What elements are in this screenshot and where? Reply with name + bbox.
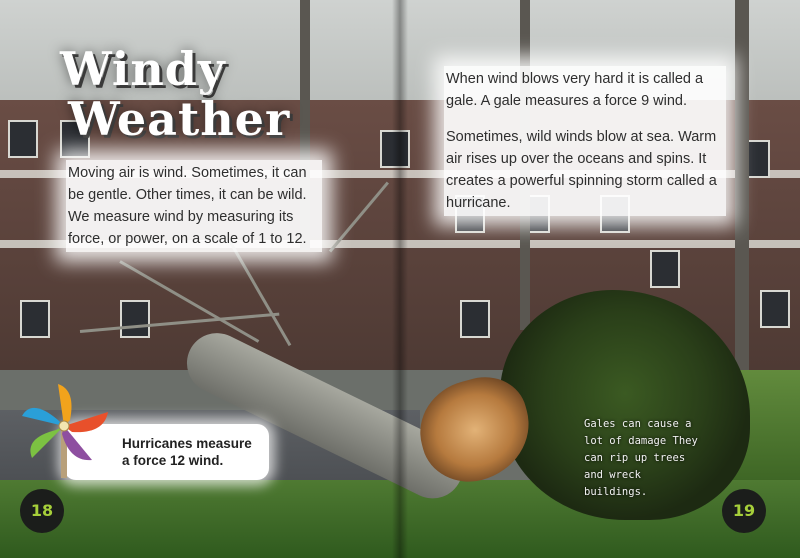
title-line-1: Windy (60, 42, 226, 96)
window (650, 250, 680, 288)
window (760, 290, 790, 328)
window (120, 300, 150, 338)
hurricane-paragraph: Sometimes, wild winds blow at sea. Warm air rises up over the oceans and spins. It creates a powerful spinning storm called a hurricane. (446, 129, 717, 211)
page-number-left: 18 (20, 489, 64, 533)
gale-text-box (444, 66, 726, 216)
callout-text: Hurricanes measure a force 12 wind. (122, 436, 252, 468)
gale-paragraph: When wind blows very hard it is called a gale. A gale measures a force 9 wind. (446, 71, 704, 109)
pinwheel-blade (30, 426, 64, 458)
title-line-2: Weather (68, 92, 291, 146)
window (460, 300, 490, 338)
bare-tree (735, 0, 749, 370)
pinwheel-hub (59, 421, 69, 431)
page-fold (392, 0, 408, 558)
intro-paragraph: Moving air is wind. Sometimes, it can be gentle. Other times, it can be wild. We measure wind by measuring its force, or power, on a scale of 1 to 12. (68, 165, 307, 247)
window (20, 300, 50, 338)
photo-caption: Gales can cause a lot of damage They can rip up trees and wreck buildings. (584, 418, 698, 498)
pinwheel-blade (58, 384, 72, 426)
window (8, 120, 38, 158)
intro-text-box (66, 160, 322, 252)
page-title (60, 44, 290, 144)
pinwheel-blade (22, 408, 64, 426)
page-number-right: 19 (722, 489, 766, 533)
pinwheel-icon (18, 380, 114, 480)
